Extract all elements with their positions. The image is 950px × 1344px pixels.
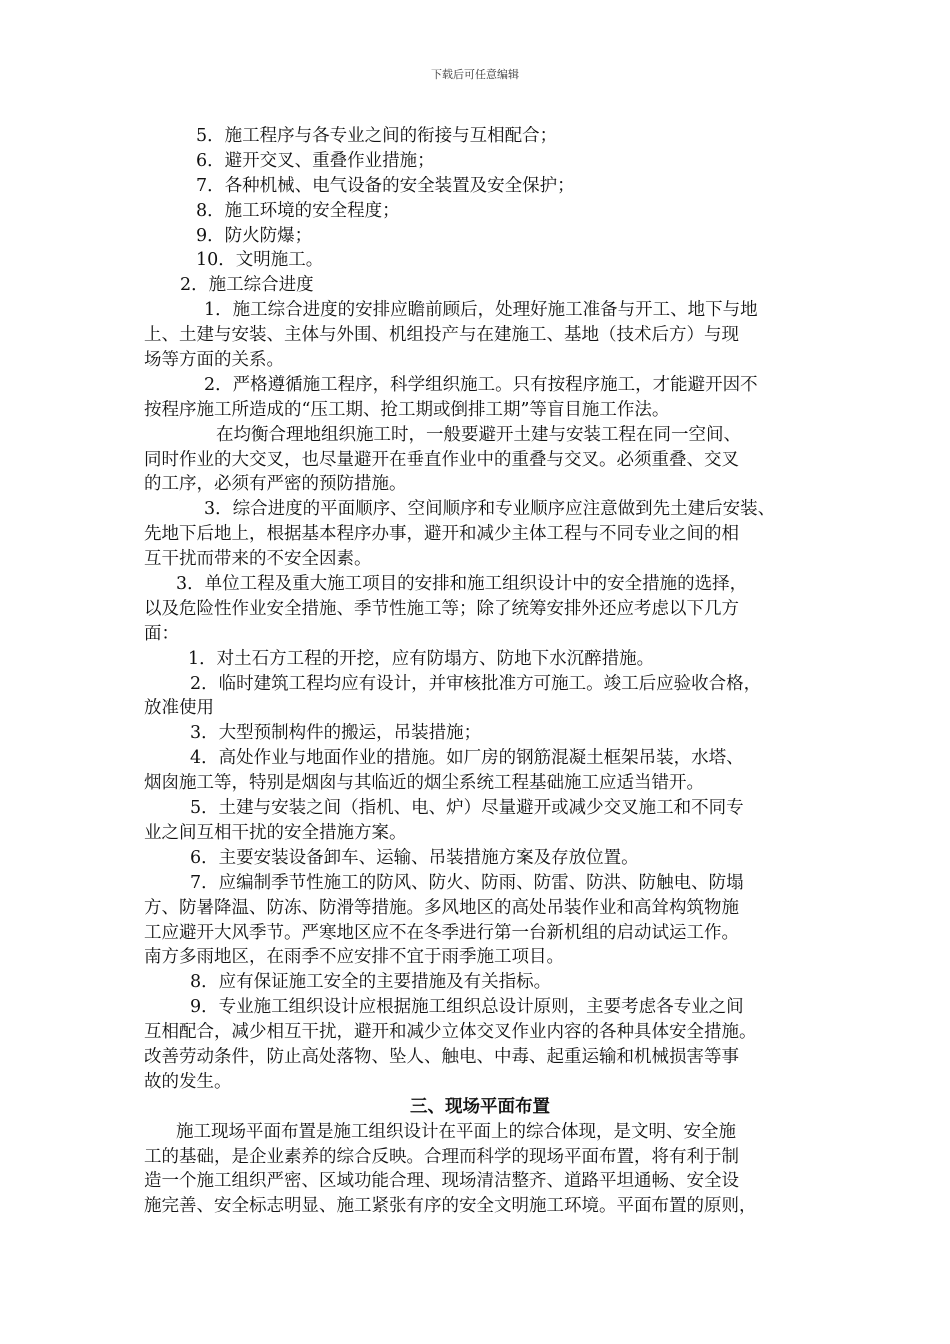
paragraph-line: 改善劳动条件，防止高处落物、坠人、触电、中毒、起重运输和机械损害等事 <box>144 1046 739 1067</box>
paragraph-line: 同时作业的大交叉，也尽量避开在垂直作业中的重叠与交叉。必须重叠、交叉 <box>144 449 739 470</box>
list-item: 7．应编制季节性施工的防风、防火、防雨、防雷、防洪、防触电、防塌 <box>190 872 744 893</box>
paragraph-line: 的工序，必须有严密的预防措施。 <box>144 474 407 495</box>
section-heading: 2．施工综合进度 <box>180 275 314 296</box>
list-item: 5．施工程序与各专业之间的衔接与互相配合； <box>196 126 558 146</box>
paragraph-line: 2．严格遵循施工程序，科学组织施工。只有按程序施工，才能避开因不 <box>204 374 758 395</box>
paragraph-line: 造一个施工组织严密、区域功能合理、现场清洁整齐、道路平坦通畅、安全设 <box>144 1171 739 1192</box>
paragraph-line: 施工现场平面布置是施工组织设计在平面上的综合体现，是文明、安全施 <box>176 1121 736 1142</box>
document-body <box>144 124 816 1219</box>
paragraph-line: 施完善、安全标志明显、施工紧张有序的安全文明施工环境。平面布置的原则， <box>144 1196 757 1217</box>
list-item: 8．施工环境的安全程度； <box>196 200 400 221</box>
paragraph-line: 1．施工综合进度的安排应瞻前顾后，处理好施工准备与开工、地下与地 <box>204 300 758 321</box>
list-item: 10．文明施工。 <box>196 250 324 271</box>
paragraph-line: 3．综合进度的平面顺序、空间顺序和专业顺序应注意做到先土建后安装、 <box>204 499 776 520</box>
list-item: 4．高处作业与地面作业的措施。如厂房的钢筋混凝土框架吊装，水塔、 <box>190 748 744 769</box>
list-item: 7．各种机械、电气设备的安全装置及安全保护； <box>196 175 575 196</box>
paragraph-line: 互相配合，减少相互干扰，避开和减少立体交叉作业内容的各种具体安全措施。 <box>144 1022 757 1043</box>
paragraph-line: 工的基础，是企业素养的综合反映。合理而科学的现场平面布置，将有利于制 <box>144 1146 739 1167</box>
paragraph-line: 南方多雨地区，在雨季不应安排不宜于雨季施工项目。 <box>144 947 564 968</box>
list-item: 3．大型预制构件的搬运，吊装措施； <box>190 723 482 744</box>
list-item: 6．主要安装设备卸车、运输、吊装措施方案及存放位置。 <box>190 847 639 868</box>
paragraph-line: 先地下后地上，根据基本程序办事，避开和减少主体工程与不同专业之间的相 <box>144 524 739 545</box>
list-item: 9．专业施工组织设计应根据施工组织总设计原则，主要考虑各专业之间 <box>190 997 744 1018</box>
paragraph-line: 场等方面的关系。 <box>144 350 284 371</box>
list-item: 6．避开交叉、重叠作业措施； <box>196 150 435 171</box>
list-item: 9．防火防爆； <box>196 225 313 246</box>
paragraph-line: 在均衡合理地组织施工时，一般要避开土建与安装工程在同一空间、 <box>216 424 741 445</box>
paragraph-line: 故的发生。 <box>144 1071 232 1092</box>
list-item: 8．应有保证施工安全的主要措施及有关指标。 <box>190 972 552 993</box>
list-item: 2．临时建筑工程均应有设计，并审核批准方可施工。竣工后应验收合格， <box>190 673 762 694</box>
list-item: 1．对土石方工程的开挖，应有防塌方、防地下水沉醉措施。 <box>188 648 655 669</box>
list-item: 5．土建与安装之间（指机、电、炉）尽量避开或减少交叉施工和不同专 <box>190 798 744 819</box>
section-title: 三、现场平面布置 <box>410 1096 550 1117</box>
paragraph-line: 业之间互相干扰的安全措施方案。 <box>144 822 407 843</box>
paragraph-line: 放准使用 <box>144 698 214 719</box>
paragraph-line: 互干扰而带来的不安全因素。 <box>144 549 372 570</box>
paragraph-line: 上、土建与安装、主体与外围、机组投产与在建施工、基地（技术后方）与现 <box>144 325 739 346</box>
paragraph-line: 以及危险性作业安全措施、季节性施工等；除了统筹安排外还应考虑以下几方 <box>144 598 739 619</box>
paragraph-line: 烟囱施工等，特别是烟囱与其临近的烟尘系统工程基础施工应适当错开。 <box>144 773 704 794</box>
paragraph-line: 工应避开大风季节。严寒地区应不在冬季进行第一台新机组的启动试运工作。 <box>144 922 739 943</box>
page-header: 下载后可任意编辑 <box>431 68 519 81</box>
paragraph-line: 面： <box>144 623 179 644</box>
paragraph-line: 方、防暑降温、防冻、防滑等措施。多风地区的高处吊装作业和高耸构筑物施 <box>144 897 739 918</box>
section-heading: 3．单位工程及重大施工项目的安排和施工组织设计中的安全措施的选择， <box>176 574 748 595</box>
paragraph-line: 按程序施工所造成的“压工期、抢工期或倒排工期”等盲目施工作法。 <box>144 399 670 420</box>
